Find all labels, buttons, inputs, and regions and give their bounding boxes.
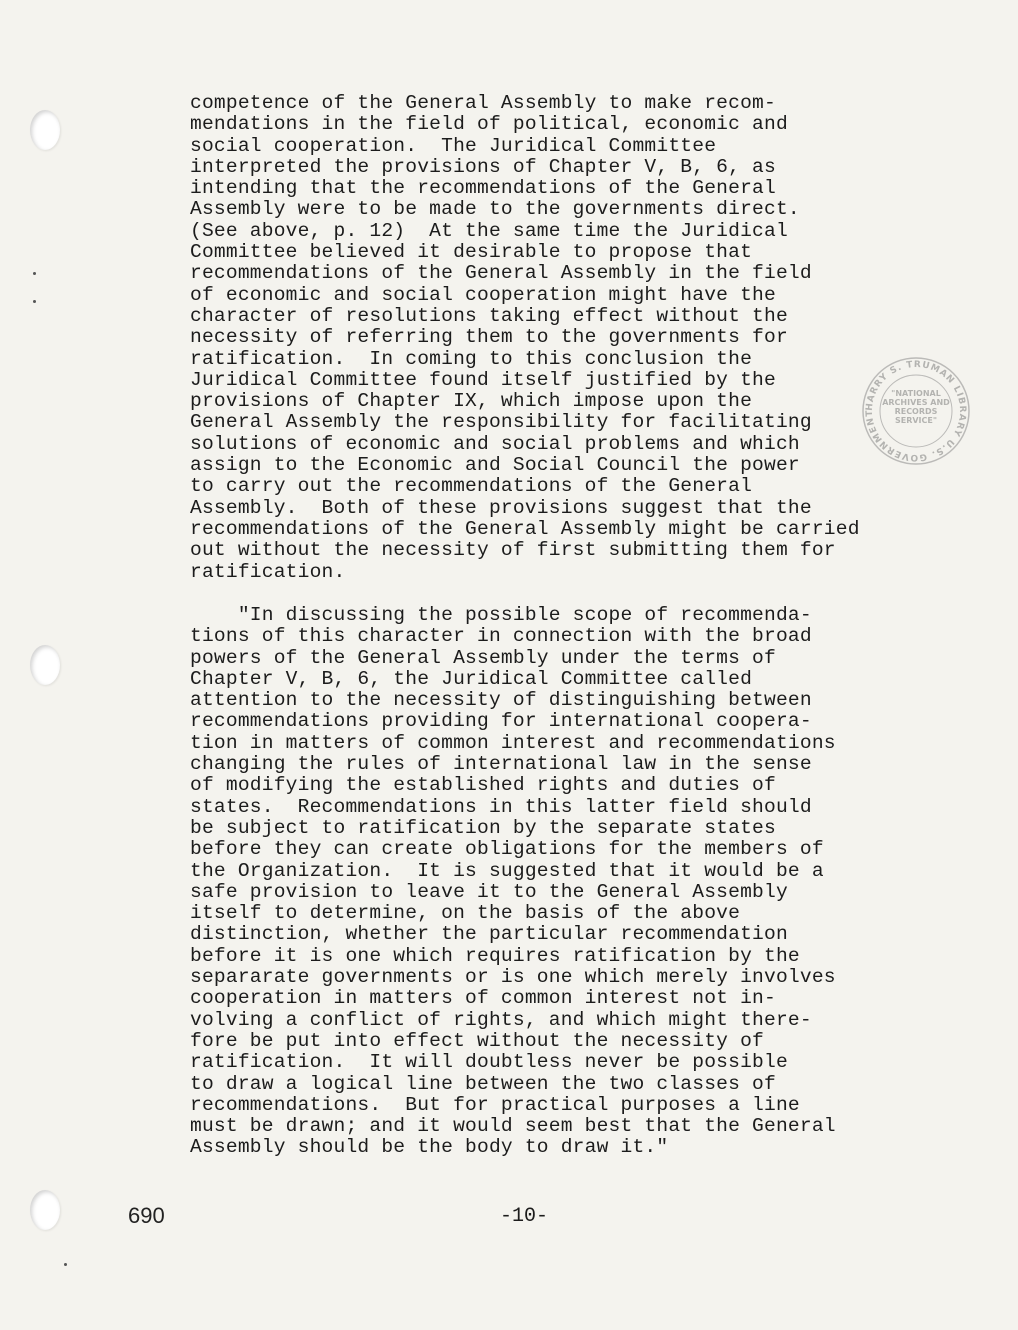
text-line: to carry out the recommendations of the General [190, 475, 753, 498]
text-line: competence of the General Assembly to make recom- [190, 92, 776, 114]
hole-punch-top [30, 110, 60, 150]
text-line: cooperation in matters of common interest not in- [190, 987, 776, 1010]
text-line: volving a conflict of rights, and which might there- [190, 1008, 812, 1031]
text-line: Assembly should be the body to draw it." [190, 1136, 669, 1159]
handwritten-number: 690 [128, 1203, 165, 1228]
stamp-inner-text: "NATIONAL ARCHIVES AND RECORDS SERVICE" [882, 389, 950, 425]
text-line: separarate governments or is one which merely involves [190, 966, 836, 989]
text-line: of modifying the established rights and duties of [190, 774, 776, 797]
text-line: character of resolutions taking effect without the [190, 304, 788, 327]
text-line: Committee believed it desirable to propose that [190, 241, 753, 264]
text-line: itself to determine, on the basis of the above [190, 902, 741, 925]
hole-punch-bottom [30, 1190, 60, 1230]
text-line: changing the rules of international law in the sense [190, 753, 812, 776]
text-line: Juridical Committee found itself justified by the [190, 368, 776, 391]
text-line: before they can create obligations for the members of [190, 838, 824, 861]
text-line: solutions of economic and social problems and which [190, 432, 800, 455]
text-line: interpreted the provisions of Chapter V, B, 6, as [190, 155, 776, 178]
text-line: Assembly. Both of these provisions suggest that the [190, 496, 812, 519]
text-line: recommendations of the General Assembly might be carried [190, 517, 860, 540]
text-line: must be drawn; and it would seem best that the General [190, 1115, 836, 1138]
text-line: of economic and social cooperation might have the [190, 283, 776, 306]
text-line: fore be put into effect without the necessity of [190, 1029, 764, 1052]
text-line: provisions of Chapter IX, which impose upon the [190, 390, 753, 413]
text-line: recommendations providing for international coopera- [190, 710, 812, 733]
margin-mark [33, 300, 36, 303]
stamp-outer-text: HARRY S. TRUMAN LIBRARY U.S. GOVERNMENT [864, 359, 968, 463]
text-line: ratification. [190, 560, 346, 583]
text-line: to draw a logical line between the two classes of [190, 1072, 776, 1095]
text-line: General Assembly the responsibility for facilitating [190, 411, 812, 434]
text-line: the Organization. It is suggested that it would be a [190, 859, 824, 882]
text-line: safe provision to leave it to the General Assembly [190, 880, 788, 903]
margin-mark [64, 1263, 67, 1266]
text-line: "In discussing the possible scope of recommenda- [190, 604, 812, 626]
text-line: states. Recommendations in this latter field should [190, 795, 812, 818]
text-line: distinction, whether the particular recommendation [190, 923, 788, 946]
text-line: out without the necessity of first submitting them for [190, 539, 836, 562]
text-line: Chapter V, B, 6, the Juridical Committee called [190, 667, 753, 690]
text-line: tions of this character in connection with the broad [190, 625, 812, 648]
text-line: before it is one which requires ratification by the [190, 944, 800, 967]
archive-stamp-icon [860, 355, 972, 467]
text-line: powers of the General Assembly under the terms of [190, 646, 776, 669]
text-line: attention to the necessity of distinguishing between [190, 689, 812, 712]
text-line: intending that the recommendations of the General [190, 177, 776, 200]
text-line: ratification. It will doubtless never be possible [190, 1051, 788, 1074]
paragraph-1 [190, 93, 930, 583]
page-number: -10- [500, 1205, 549, 1228]
text-line: be subject to ratification by the separate states [190, 816, 776, 839]
text-line: mendations in the field of political, economic and [190, 113, 788, 136]
text-line: recommendations. But for practical purposes a line [190, 1093, 800, 1116]
hole-punch-middle [30, 645, 60, 685]
text-line: necessity of referring them to the governments for [190, 326, 788, 349]
text-line: tion in matters of common interest and recommendations [190, 731, 836, 754]
text-line: Assembly were to be made to the governments direct. [190, 198, 800, 221]
text-line: recommendations of the General Assembly in the field [190, 262, 812, 285]
text-line: assign to the Economic and Social Council the power [190, 454, 800, 477]
text-line: (See above, p. 12) At the same time the Juridical [190, 219, 788, 242]
text-line: social cooperation. The Juridical Committee [190, 134, 717, 157]
paragraph-2 [190, 605, 930, 1159]
margin-mark [33, 272, 36, 275]
text-line: ratification. In coming to this conclusion the [190, 347, 753, 370]
